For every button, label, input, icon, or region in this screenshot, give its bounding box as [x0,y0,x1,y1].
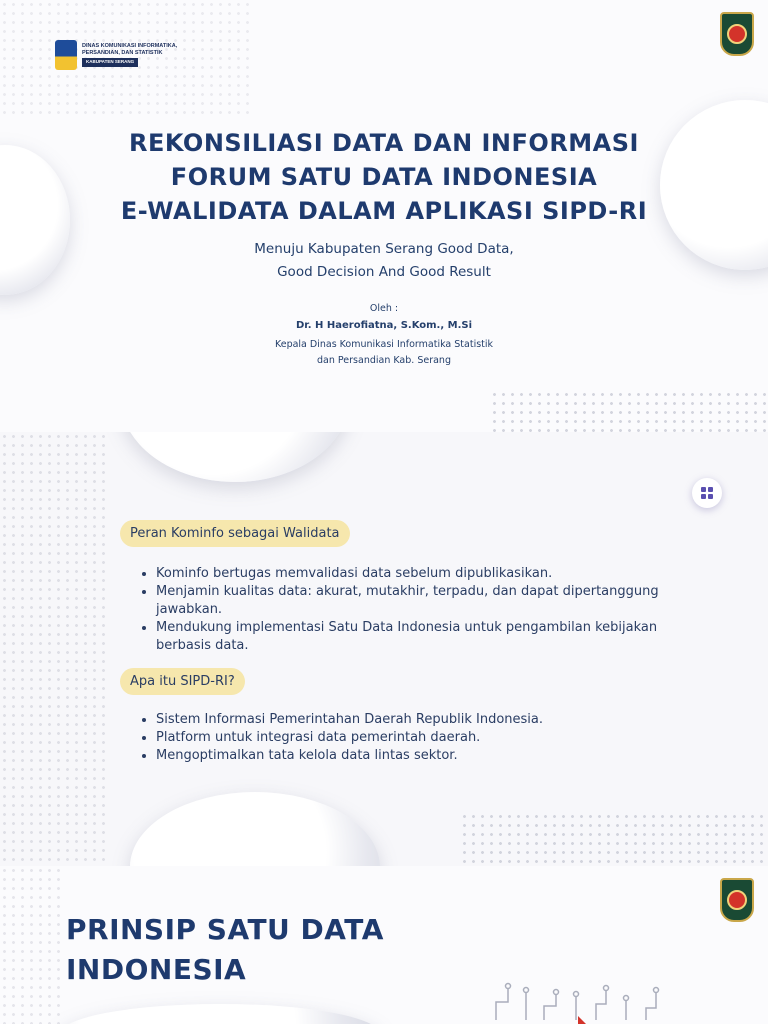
slide-prinsip [0,866,768,1024]
prinsip-title-line2: INDONESIA [66,953,247,986]
dot-pattern [0,866,60,1024]
list-item: • Platform untuk integrasi data pemerintah daerah. [156,729,676,747]
title-line3: E-WALIDATA DALAM APLIKASI SIPD-RI [120,197,648,225]
sipd-list [138,711,676,765]
decorative-disc [130,792,380,866]
decorative-disc [120,432,350,482]
ministry-emblem-icon [720,12,754,56]
page-title [0,126,768,228]
grid-menu-icon [701,487,713,499]
circuit-decoration-icon [486,982,666,1024]
logo-badge: KABUPATEN SERANG [82,58,138,67]
section-title-walidata: Peran Kominfo sebagai Walidata [120,520,350,547]
position-line2: dan Persandian Kab. Serang [317,355,451,366]
list-item: • Kominfo bertugas memvalidasi data sebelum dipublikasikan. [156,565,676,583]
logo-line1: DINAS KOMUNIKASI INFORMATIKA, [82,43,178,50]
grid-menu-button[interactable] [692,478,722,508]
kabupaten-serang-logo-icon [55,40,77,70]
logo-line2: PERSANDIAN, DAN STATISTIK [82,49,163,56]
prinsip-title [66,910,466,990]
dot-pattern [460,812,768,866]
slide-content [0,432,768,866]
list-item: • Menjamin kualitas data: akurat, mutakhir, terpadu, dan dapat dipertanggung jawabkan. [156,583,676,619]
oleh-label: Oleh : [369,303,399,314]
subtitle-line2: Good Decision And Good Result [277,264,491,280]
title-line2: FORUM SATU DATA INDONESIA [170,163,598,191]
prinsip-title-line1: PRINSIP SATU DATA [66,913,384,946]
list-item: • Sistem Informasi Pemerintahan Daerah Republik Indonesia. [156,711,676,729]
ministry-emblem-icon [720,878,754,922]
dot-pattern [0,432,110,866]
slide-title [0,0,768,432]
author-position [0,337,768,369]
title-line1: REKONSILIASI DATA DAN INFORMASI [129,129,639,157]
dot-pattern [490,390,768,432]
list-item: • Mendukung implementasi Satu Data Indonesia untuk pengambilan kebijakan berbasis data. [156,619,676,655]
subtitle-line1: Menuju Kabupaten Serang Good Data, [254,241,514,257]
author-name: Dr. H Haerofiatna, S.Kom., M.Si [295,320,473,331]
position-line1: Kepala Dinas Komunikasi Informatika Statistik [274,339,494,350]
header-logo [55,40,177,70]
section-title-sipd: Apa itu SIPD-RI? [120,668,245,695]
subtitle [0,238,768,284]
walidata-list [138,565,676,655]
list-item: • Mengoptimalkan tata kelola data lintas sektor. [156,747,676,765]
decorative-disc [60,1004,380,1024]
